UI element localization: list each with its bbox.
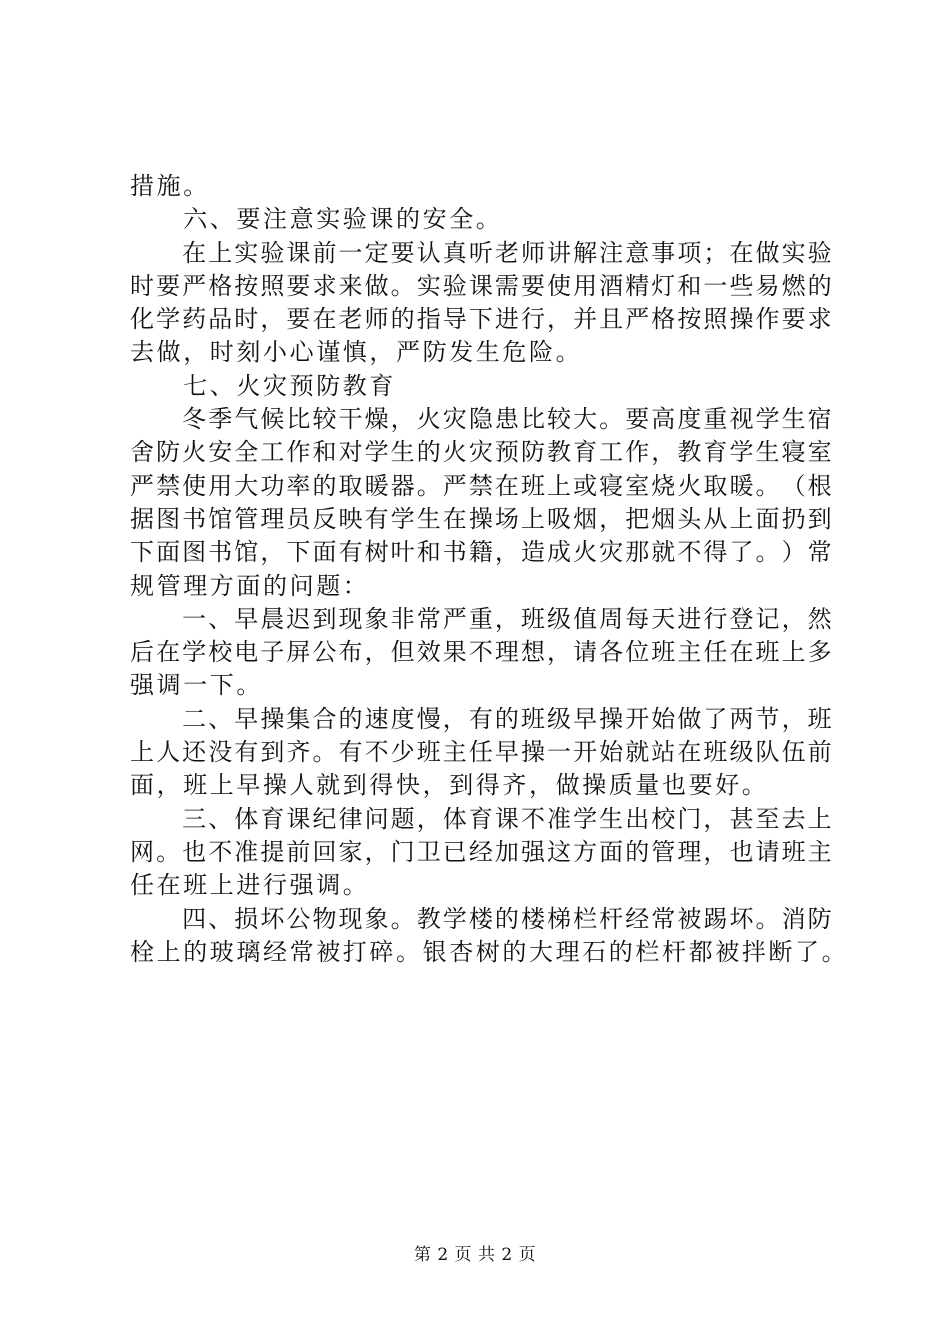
- text-line: 四 、 损 坏 公 物 现 象 。 教 学 楼 的 楼 梯 栏 杆 经 常 被 踢 坏 。 消 防: [182, 904, 832, 933]
- text-line: 后 在 学 校 电 子 屏 公 布 ， 但 效 果 不 理 想 ， 请 各 位 班 主 任 在 班 上 多: [130, 638, 832, 667]
- text-line: 网 。 也 不 准 提 前 回 家 ， 门 卫 已 经 加 强 这 方 面 的 管 理 ， 也 请 班 主: [130, 837, 832, 866]
- text-line: 化 学 药 品 时 ， 要 在 老 师 的 指 导 下 进 行 ， 并 且 严 格 按 照 操 作 要 求: [130, 305, 832, 334]
- text-line: 任在班上进行强调。: [130, 871, 370, 900]
- text-line: 规管理方面的问题：: [130, 571, 370, 600]
- text-line: 在 上 实 验 课 前 一 定 要 认 真 听 老 师 讲 解 注 意 事 项 ； 在 做 实 验: [182, 238, 832, 267]
- text-line: 七、火灾预防教育: [130, 371, 396, 400]
- text-line: 时 要 严 格 按 照 要 求 来 做 。 实 验 课 需 要 使 用 酒 精 灯 和 一 些 易 燃 的: [130, 271, 832, 300]
- text-line: 措施。: [130, 172, 210, 200]
- text-line: 二 、 早 操 集 合 的 速 度 慢 ， 有 的 班 级 早 操 开 始 做 了 两 节 ， 班: [182, 704, 832, 733]
- text-line: 上 人 还 没 有 到 齐 。 有 不 少 班 主 任 早 操 一 开 始 就 站 在 班 级 队 伍 前: [130, 738, 832, 767]
- document-body: [130, 170, 849, 969]
- text-line: 严 禁 使 用 大 功 率 的 取 暖 器 。 严 禁 在 班 上 或 寝 室 烧 火 取 暖 。 （ 根: [130, 471, 832, 500]
- text-line: 下 面 图 书 馆 ， 下 面 有 树 叶 和 书 籍 ， 造 成 火 灾 那 就 不 得 了 。 ） 常: [130, 538, 832, 567]
- text-line: 据 图 书 馆 管 理 员 反 映 有 学 生 在 操 场 上 吸 烟 ， 把 烟 头 从 上 面 扔 到: [130, 504, 832, 533]
- text-line: 栓上的玻璃经常被打碎。银杏树的大理石的栏杆都被拌断了。: [130, 937, 849, 966]
- text-line: 冬 季 气 候 比 较 干 燥 ， 火 灾 隐 患 比 较 大 。 要 高 度 重 视 学 生 宿: [182, 405, 832, 434]
- text-line: 一 、 早 晨 迟 到 现 象 非 常 严 重 ， 班 级 值 周 每 天 进 行 登 记 ， 然: [182, 604, 832, 633]
- page-footer: 第 2 页 共 2 页: [413, 1245, 537, 1265]
- text-line: 舍 防 火 安 全 工 作 和 对 学 生 的 火 灾 预 防 教 育 工 作 ， 教 育 学 生 寝 室: [130, 438, 832, 467]
- text-line: 去做，时刻小心谨慎，严防发生危险。: [130, 338, 583, 367]
- text-line: 强调一下。: [130, 671, 263, 700]
- text-line: 六、要注意实验课的安全。: [130, 205, 503, 234]
- text-line: 三 、 体 育 课 纪 律 问 题 ， 体 育 课 不 准 学 生 出 校 门 ， 甚 至 去 上: [182, 804, 832, 833]
- text-line: 面，班上早操人就到得快，到得齐，做操质量也要好。: [130, 771, 769, 800]
